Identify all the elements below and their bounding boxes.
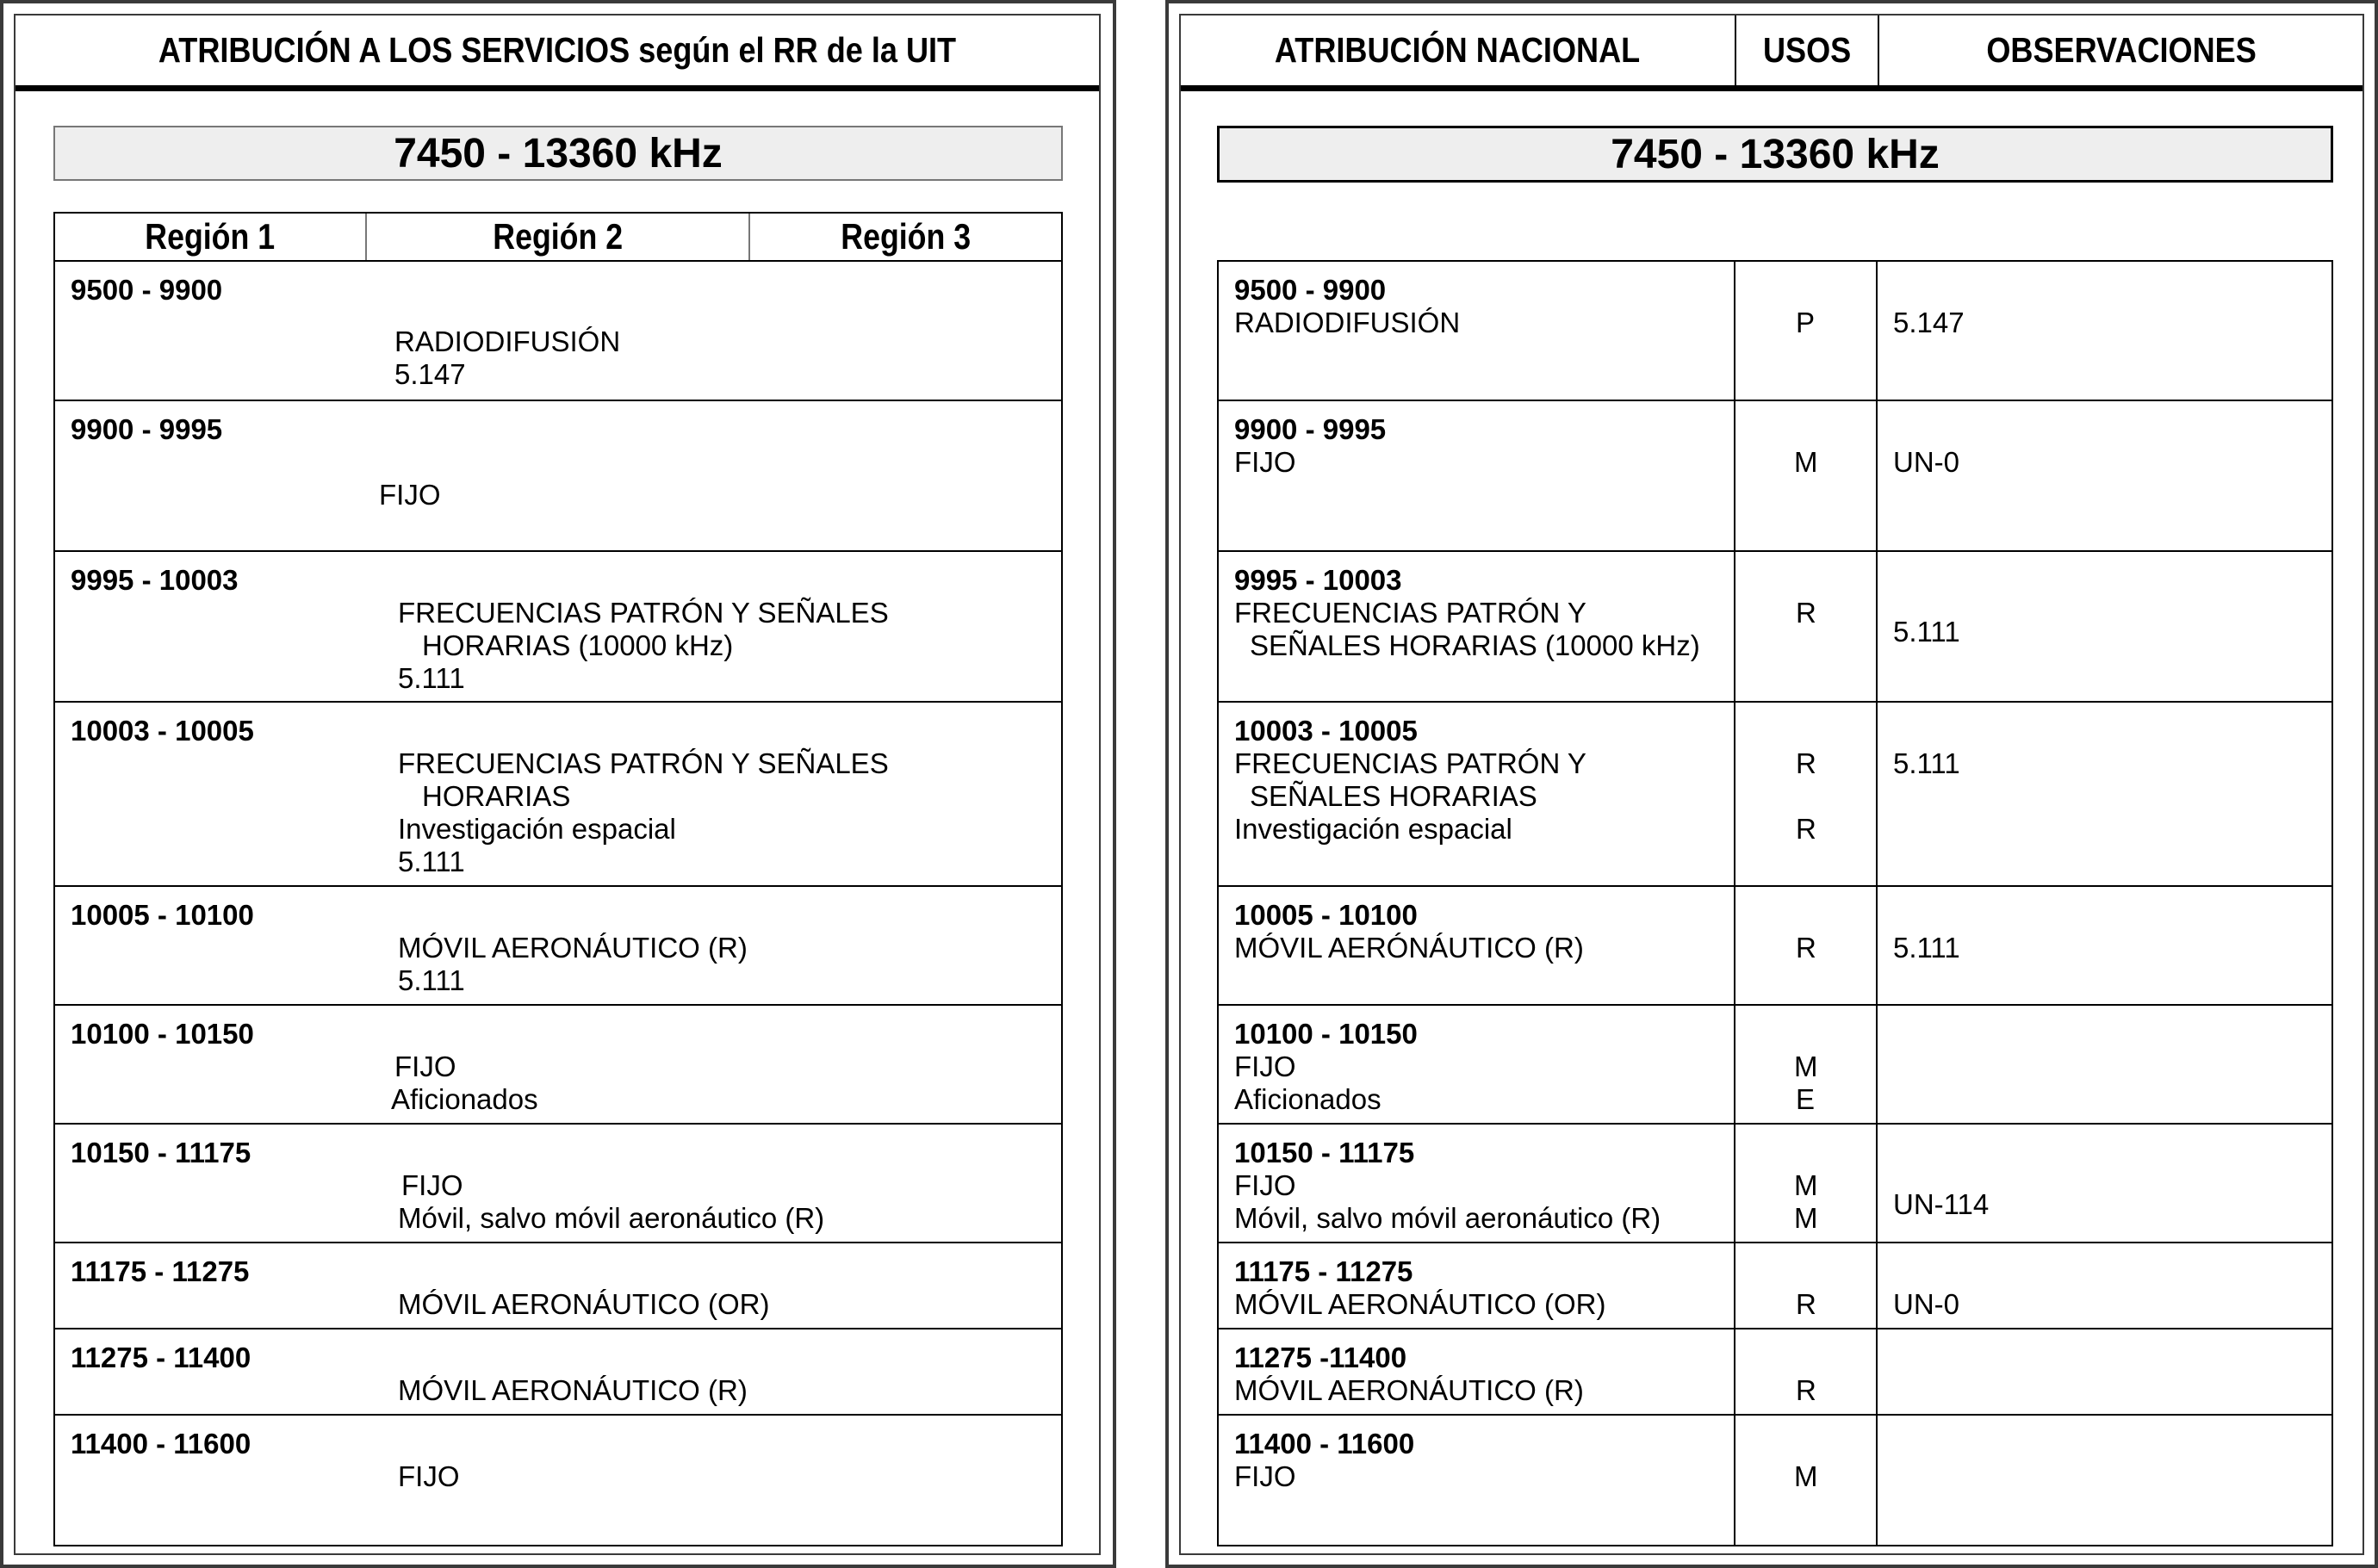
left-band-title (53, 126, 1063, 181)
right-row-obs: UN-0 (1893, 446, 1960, 478)
right-row-obs: 5.111 (1893, 747, 1960, 779)
right-row-secondary: Aficionados (1234, 1083, 1381, 1115)
left-row-service: FRECUENCIAS PATRÓN Y SEÑALES (398, 747, 889, 779)
region-1-header: Región 1 (55, 214, 367, 260)
right-panel-inner (1179, 14, 2364, 1555)
left-row-range: 10100 - 10150 (71, 1018, 254, 1050)
left-header (16, 15, 1099, 91)
right-row-uso: R (1796, 1374, 1816, 1406)
right-row-range: 10100 - 10150 (1234, 1018, 1418, 1050)
right-row-9900 (1219, 400, 2331, 550)
right-row-obs: UN-0 (1893, 1288, 1960, 1320)
right-row-uso: M (1794, 1169, 1818, 1201)
right-row-range: 9995 - 10003 (1234, 564, 1402, 596)
right-row-range: 10150 - 11175 (1234, 1137, 1415, 1168)
left-row-9995 (55, 550, 1061, 701)
right-row-obs: UN-114 (1893, 1188, 1990, 1220)
right-row-uso: P (1796, 307, 1816, 338)
left-panel-inner (14, 14, 1101, 1555)
right-row-uso: M (1794, 1050, 1818, 1082)
header-usos: USOS (1736, 15, 1880, 85)
right-row-service: FIJO (1234, 446, 1296, 478)
left-row-range: 10003 - 10005 (71, 715, 254, 747)
left-row-service: MÓVIL AERONÁUTICO (R) (398, 1374, 748, 1406)
left-row-service: FRECUENCIAS PATRÓN Y SEÑALES (398, 597, 889, 629)
left-row-service: FIJO (394, 1050, 456, 1082)
right-row-10150 (1219, 1123, 2331, 1242)
right-row-uso: M (1794, 1460, 1818, 1492)
left-row-service: FIJO (401, 1169, 463, 1201)
header-atribucion-nacional: ATRIBUCIÓN NACIONAL (1181, 15, 1736, 85)
right-row-service: RADIODIFUSIÓN (1234, 307, 1461, 338)
right-row-uso: R (1796, 1288, 1816, 1320)
right-row-service: FIJO (1234, 1169, 1296, 1201)
right-table (1217, 260, 2333, 1546)
left-row-secondary: Móvil, salvo móvil aeronáutico (R) (398, 1202, 825, 1234)
right-row-service: MÓVIL AERONÁUTICO (R) (1234, 1374, 1584, 1406)
right-row-service: MÓVIL AERÓNÁUTICO (R) (1234, 932, 1584, 964)
right-row-uso: M (1794, 446, 1818, 478)
right-row-uso: R (1796, 747, 1816, 779)
right-row-10100 (1219, 1004, 2331, 1123)
right-row-9995 (1219, 550, 2331, 701)
right-row-range: 10003 - 10005 (1234, 715, 1418, 747)
right-row-11275 (1219, 1328, 2331, 1414)
right-row-service: FRECUENCIAS PATRÓN Y (1234, 597, 1586, 629)
left-row-service: MÓVIL AERONÁUTICO (R) (398, 932, 748, 964)
right-row-range: 11275 -11400 (1234, 1342, 1407, 1373)
left-row-service-cont: HORARIAS (10000 kHz) (422, 629, 734, 661)
left-row-range: 10005 - 10100 (71, 899, 254, 931)
right-row-uso-secondary: R (1796, 813, 1816, 845)
right-row-10003 (1219, 701, 2331, 885)
header-observaciones: OBSERVACIONES (1985, 30, 2257, 70)
left-row-range: 10150 - 11175 (71, 1137, 251, 1168)
left-row-service: FIJO (379, 479, 441, 511)
left-row-range: 11275 - 11400 (71, 1342, 251, 1373)
left-row-secondary: Aficionados (391, 1083, 538, 1115)
region-2-header: Región 2 (367, 214, 750, 260)
right-row-10005 (1219, 885, 2331, 1004)
left-header-title: ATRIBUCIÓN A LOS SERVICIOS según el RR de la UIT (158, 30, 957, 70)
left-row-9500 (55, 262, 1061, 400)
left-table (53, 212, 1063, 1546)
right-row-obs: 5.111 (1893, 616, 1960, 648)
right-row-9500 (1219, 262, 2331, 400)
left-row-service: FIJO (398, 1460, 460, 1492)
right-row-obs: 5.147 (1893, 307, 1965, 338)
right-row-service-cont: SEÑALES HORARIAS (10000 kHz) (1250, 629, 1700, 661)
left-row-10005 (55, 885, 1061, 1004)
region-header (55, 214, 1061, 262)
right-row-uso: R (1796, 932, 1816, 964)
left-row-10003 (55, 701, 1061, 885)
right-row-service-cont: SEÑALES HORARIAS (1250, 780, 1537, 812)
right-row-uso: R (1796, 597, 1816, 629)
left-row-footnote: 5.111 (398, 846, 465, 877)
right-header (1181, 15, 2362, 91)
left-row-service-cont: HORARIAS (422, 780, 571, 812)
right-row-obs: 5.111 (1893, 932, 1960, 964)
left-row-range: 9500 - 9900 (71, 274, 223, 306)
right-row-range: 10005 - 10100 (1234, 899, 1418, 931)
left-row-11175 (55, 1242, 1061, 1328)
left-row-service: MÓVIL AERONÁUTICO (OR) (398, 1288, 770, 1320)
left-row-footnote: 5.111 (398, 662, 465, 694)
region-3-header: Región 3 (841, 216, 971, 257)
left-row-range: 11400 - 11600 (71, 1428, 251, 1460)
right-row-range: 9900 - 9995 (1234, 413, 1387, 445)
right-row-service: FIJO (1234, 1050, 1296, 1082)
right-row-service: FIJO (1234, 1460, 1296, 1492)
left-row-11275 (55, 1328, 1061, 1414)
right-row-uso-secondary: M (1794, 1202, 1818, 1234)
right-row-secondary: Investigación espacial (1234, 813, 1512, 845)
left-row-10100 (55, 1004, 1061, 1123)
left-row-service: RADIODIFUSIÓN (394, 325, 621, 357)
left-row-footnote: 5.111 (398, 964, 465, 996)
left-row-range: 9995 - 10003 (71, 564, 239, 596)
right-row-range: 11175 - 11275 (1234, 1255, 1413, 1287)
left-row-10150 (55, 1123, 1061, 1242)
right-row-uso-secondary: E (1796, 1083, 1816, 1115)
right-row-secondary: Móvil, salvo móvil aeronáutico (R) (1234, 1202, 1661, 1234)
right-row-range: 9500 - 9900 (1234, 274, 1387, 306)
right-row-11175 (1219, 1242, 2331, 1328)
left-row-range: 11175 - 11275 (71, 1255, 250, 1287)
left-row-range: 9900 - 9995 (71, 413, 223, 445)
right-row-service: FRECUENCIAS PATRÓN Y (1234, 747, 1586, 779)
left-row-11400 (55, 1414, 1061, 1545)
right-row-11400 (1219, 1414, 2331, 1545)
right-row-range: 11400 - 11600 (1234, 1428, 1415, 1460)
left-row-secondary: Investigación espacial (398, 813, 676, 845)
left-row-footnote: 5.147 (394, 358, 466, 390)
left-band-label: 7450 - 13360 kHz (394, 130, 723, 177)
right-row-service: MÓVIL AERONÁUTICO (OR) (1234, 1288, 1606, 1320)
right-band-label: 7450 - 13360 kHz (1611, 131, 1940, 177)
right-band-title (1217, 126, 2333, 183)
left-row-9900 (55, 400, 1061, 550)
